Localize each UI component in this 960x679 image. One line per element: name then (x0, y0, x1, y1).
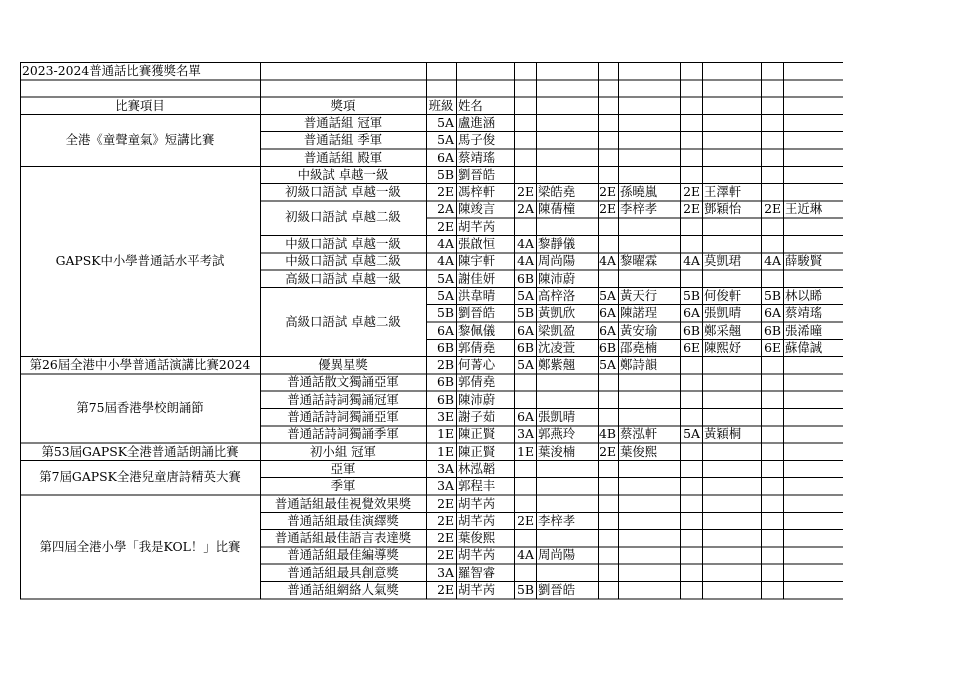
student-name-cell: 張凱晴 (704, 305, 742, 321)
student-name-cell: 陳沛蔚 (538, 270, 576, 286)
student-name-cell: 盧進涵 (458, 114, 496, 130)
class-cell: 3A (437, 564, 454, 580)
student-name-cell: 王澤軒 (704, 184, 742, 200)
competition-cell: GAPSK中小學普通話水平考試 (55, 252, 225, 268)
student-name-cell: 胡芊芮 (458, 495, 496, 511)
student-name-cell: 陳諾珵 (620, 305, 658, 321)
class-cell: 6A (517, 409, 534, 424)
student-name-cell: 周尚陽 (538, 253, 576, 269)
class-cell: 4A (599, 253, 616, 269)
student-name-cell: 鄭采翹 (704, 322, 742, 338)
award-cell: 初小組 冠軍 (310, 443, 376, 459)
class-cell: 5A (437, 114, 454, 130)
student-name-cell: 馬子俊 (458, 132, 496, 148)
award-cell: 普通話組 殿軍 (303, 149, 383, 165)
award-cell: 普通話詩詞獨誦亞軍 (287, 409, 399, 424)
class-cell: 6E (764, 339, 781, 355)
student-name-cell: 郭程丰 (458, 478, 496, 494)
award-cell: 季軍 (330, 478, 356, 494)
class-cell: 6B (437, 339, 454, 355)
student-name-cell: 胡芊芮 (458, 547, 496, 563)
student-name-cell: 林以睎 (785, 287, 823, 303)
student-name-cell: 洪韋晴 (458, 287, 496, 303)
class-cell: 5B (683, 287, 700, 303)
award-cell: 普通話散文獨誦亞軍 (287, 374, 399, 390)
student-name-cell: 黃凱欣 (538, 305, 576, 321)
class-cell: 4A (683, 253, 700, 269)
class-cell: 4A (437, 253, 454, 269)
student-name-cell: 謝佳妍 (458, 270, 496, 286)
award-cell: 優異星獎 (318, 357, 368, 373)
student-name-cell: 黃天行 (620, 287, 658, 303)
student-name-cell: 何菁心 (458, 357, 496, 373)
award-cell: 普通話詩詞獨誦冠軍 (287, 391, 399, 407)
student-name-cell: 莫凱珺 (704, 253, 742, 269)
student-name-cell: 孫曉嵐 (620, 184, 658, 200)
student-name-cell: 陳正賢 (458, 426, 496, 442)
student-name-cell: 何俊軒 (704, 287, 742, 303)
award-cell: 普通話組最佳語言表達獎 (274, 530, 412, 546)
class-cell: 2E (437, 582, 454, 597)
class-cell: 6B (683, 322, 700, 338)
student-name-cell: 張凱晴 (538, 409, 576, 424)
student-name-cell: 胡芊芮 (458, 582, 496, 597)
class-cell: 3E (437, 409, 454, 424)
competition-cell: 第75屆香港學校朗誦節 (76, 400, 204, 416)
student-name-cell: 黃安瑜 (620, 322, 658, 338)
award-list-sheet (20, 62, 843, 616)
class-cell: 2A (517, 201, 534, 217)
class-cell: 6A (764, 305, 781, 321)
student-name-cell: 葉俊熙 (620, 443, 658, 459)
student-name-cell: 鄭詩韻 (620, 357, 658, 373)
award-cell: 普通話詩詞獨誦季軍 (287, 426, 399, 442)
student-name-cell: 蘇偉誠 (785, 339, 823, 355)
class-cell: 2B (437, 357, 454, 373)
class-cell: 3A (517, 426, 534, 442)
class-cell: 6A (517, 322, 534, 338)
award-cell: 普通話組 冠軍 (303, 114, 383, 130)
class-cell: 6E (683, 339, 700, 355)
class-cell: 5A (683, 426, 700, 442)
award-cell: 普通話組最佳演繹獎 (287, 512, 399, 528)
class-cell: 2E (517, 512, 534, 528)
award-cell: 高級口語試 卓越二級 (285, 313, 401, 329)
class-cell: 2E (599, 443, 616, 459)
class-cell: 2E (764, 201, 781, 217)
competition-cell: 第7屆GAPSK全港兒童唐詩精英大賽 (39, 468, 241, 484)
class-cell: 4A (517, 236, 534, 251)
class-cell: 2E (437, 218, 454, 234)
class-cell: 1E (437, 443, 454, 459)
class-cell: 6A (683, 305, 700, 321)
student-name-cell: 黎佩儀 (458, 322, 496, 338)
student-name-cell: 劉晉皓 (458, 166, 496, 182)
student-name-cell: 王近琳 (785, 201, 823, 217)
student-name-cell: 謝子茹 (458, 409, 496, 424)
student-name-cell: 薛駿賢 (785, 253, 823, 269)
class-cell: 5B (764, 287, 781, 303)
header-class: 班級 (428, 97, 454, 113)
student-name-cell: 沈凌萱 (538, 339, 576, 355)
award-cell: 亞軍 (330, 460, 356, 476)
student-name-cell: 梁皓堯 (538, 184, 576, 200)
student-name-cell: 葉浚楠 (538, 443, 576, 459)
student-name-cell: 蔡泓軒 (620, 426, 658, 442)
class-cell: 6A (599, 322, 616, 338)
student-name-cell: 黎曜霖 (620, 253, 658, 269)
header-name: 姓名 (458, 97, 483, 113)
student-name-cell: 林泓韜 (458, 460, 496, 476)
class-cell: 2E (517, 184, 534, 200)
student-name-cell: 蔡靖瑤 (458, 149, 496, 165)
award-cell: 初級口語試 卓越二級 (285, 209, 401, 225)
class-cell: 5B (517, 582, 534, 597)
student-name-cell: 劉晉皓 (458, 305, 496, 321)
student-name-cell: 劉晉皓 (538, 582, 576, 597)
sheet-title: 2023-2024普通話比賽獲獎名單 (22, 63, 201, 78)
student-name-cell: 陳正賢 (458, 443, 496, 459)
class-cell: 6A (599, 305, 616, 321)
class-cell: 4A (764, 253, 781, 269)
student-name-cell: 陳蒨橦 (538, 201, 576, 217)
student-name-cell: 郭倩堯 (458, 339, 496, 355)
award-cell: 普通話組最具創意獎 (287, 564, 399, 580)
award-cell: 中級口語試 卓越一級 (285, 236, 401, 251)
student-name-cell: 胡芊芮 (458, 512, 496, 528)
class-cell: 4A (437, 236, 454, 251)
class-cell: 6B (517, 339, 534, 355)
student-name-cell: 周尚陽 (538, 547, 576, 563)
header-competition: 比賽項目 (115, 97, 165, 113)
class-cell: 5A (517, 357, 534, 373)
class-cell: 5A (437, 270, 454, 286)
student-name-cell: 胡芊芮 (458, 218, 496, 234)
class-cell: 6A (437, 149, 454, 165)
competition-cell: 全港《童聲童氣》短講比賽 (65, 131, 215, 147)
student-name-cell: 陳沛蔚 (458, 391, 496, 407)
class-cell: 1E (517, 443, 534, 459)
class-cell: 5A (437, 132, 454, 148)
class-cell: 5B (437, 166, 454, 182)
award-cell: 普通話組最佳視覺效果獎 (274, 495, 412, 511)
class-cell: 2E (599, 201, 616, 217)
student-name-cell: 陳宇軒 (458, 253, 496, 269)
competition-cell: 第53屆GAPSK全港普通話朗誦比賽 (41, 443, 239, 459)
class-cell: 2E (683, 201, 700, 217)
class-cell: 6A (437, 322, 454, 338)
student-name-cell: 陳竣言 (458, 201, 496, 217)
class-cell: 2E (437, 184, 454, 200)
student-name-cell: 馮梓軒 (458, 184, 496, 200)
class-cell: 2E (437, 495, 454, 511)
award-cell: 普通話組最佳編導獎 (287, 547, 399, 563)
class-cell: 3A (437, 460, 454, 476)
student-name-cell: 陳熙妤 (704, 339, 742, 355)
award-cell: 中級口語試 卓越二級 (285, 253, 401, 269)
student-name-cell: 張浠曈 (785, 322, 823, 338)
student-name-cell: 郭燕玲 (538, 426, 576, 442)
class-cell: 4A (517, 253, 534, 269)
competition-cell: 第26屆全港中小學普通話演講比賽2024 (29, 357, 251, 373)
class-cell: 2E (437, 530, 454, 546)
student-name-cell: 李梓孝 (538, 512, 576, 528)
student-name-cell: 黎靜儀 (538, 236, 576, 251)
student-name-cell: 邵堯楠 (620, 339, 658, 355)
class-cell: 3A (437, 478, 454, 494)
student-name-cell: 鄭紫翹 (538, 357, 576, 373)
student-name-cell: 羅智睿 (458, 564, 496, 580)
class-cell: 2E (683, 184, 700, 200)
class-cell: 5A (437, 287, 454, 303)
class-cell: 6B (599, 339, 616, 355)
award-cell: 初級口語試 卓越一級 (285, 184, 401, 200)
class-cell: 2E (437, 547, 454, 563)
class-cell: 5A (517, 287, 534, 303)
class-cell: 4A (517, 547, 534, 563)
class-cell: 2E (437, 512, 454, 528)
student-name-cell: 鄧穎怡 (704, 201, 742, 217)
class-cell: 1E (437, 426, 454, 442)
student-name-cell: 蔡靖瑤 (785, 305, 823, 321)
class-cell: 6B (437, 374, 454, 390)
award-cell: 普通話組網絡人氣獎 (287, 582, 399, 597)
class-cell: 6B (764, 322, 781, 338)
class-cell: 5A (599, 357, 616, 373)
class-cell: 4B (599, 426, 616, 442)
student-name-cell: 張啟恒 (458, 236, 496, 251)
class-cell: 5B (437, 305, 454, 321)
class-cell: 5A (599, 287, 616, 303)
class-cell: 2E (599, 184, 616, 200)
class-cell: 2A (437, 201, 454, 217)
class-cell: 6B (437, 391, 454, 407)
award-cell: 普通話組 季軍 (303, 132, 383, 148)
student-name-cell: 葉俊熙 (458, 530, 496, 546)
student-name-cell: 高梓洛 (538, 287, 576, 303)
student-name-cell: 李梓孝 (620, 201, 658, 217)
competition-cell: 第四屆全港小學「我是KOL！」比賽 (39, 538, 241, 554)
header-award: 獎項 (330, 97, 356, 113)
class-cell: 6B (517, 270, 534, 286)
award-cell: 高級口語試 卓越一級 (285, 270, 401, 286)
student-name-cell: 郭倩堯 (458, 374, 496, 390)
class-cell: 5B (517, 305, 534, 321)
student-name-cell: 梁凱盈 (538, 322, 576, 338)
award-cell: 中級試 卓越一級 (297, 166, 389, 182)
student-name-cell: 黃穎桐 (704, 426, 742, 442)
